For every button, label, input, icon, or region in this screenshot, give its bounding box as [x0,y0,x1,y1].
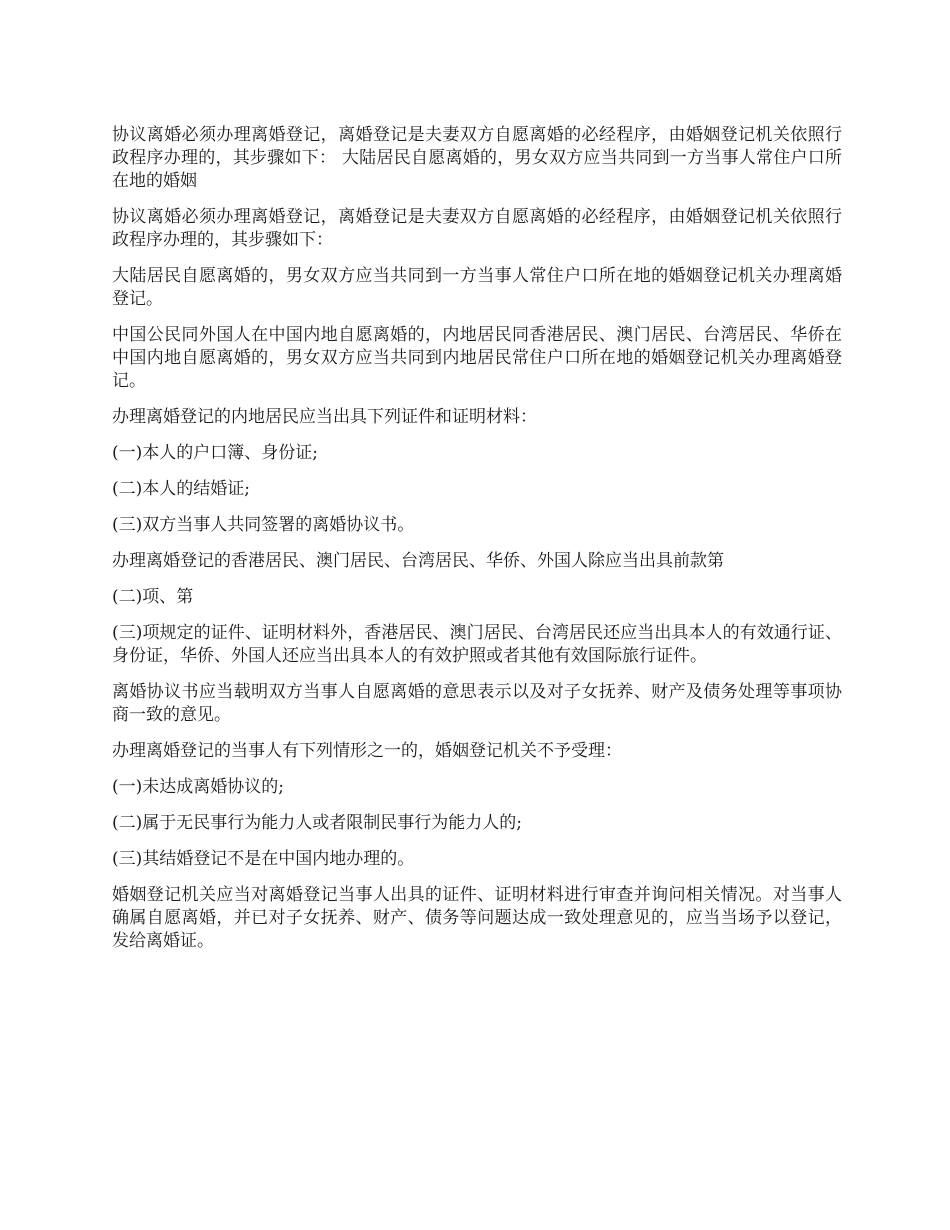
list-item-no-agreement: (一)未达成离婚协议的; [112,777,284,797]
paragraph-item-two-ref: (二)项、第 [112,587,194,607]
paragraph-intro-summary: 协议离婚必须办理离婚登记，离婚登记是夫妻双方自愿离婚的必经程序，由婚姻登记机关依照行政程序办理的，其步骤如下： 大陆居民自愿离婚的，男女双方应当共同到一方当事人常住户口所在地的婚姻 [112,125,842,191]
paragraph-review-and-issue: 婚姻登记机关应当对离婚登记当事人出具的证件、证明材料进行审查并询问相关情况。对当事人确属自愿离婚，并已对子女抚养、财产、债务等问题达成一致处理意见的，应当当场予以登记，发给离婚证。 [112,885,842,951]
document-body [112,124,842,966]
paragraph-overseas-documents: 办理离婚登记的香港居民、澳门居民、台湾居民、华侨、外国人除应当出具前款第 [112,551,724,571]
paragraph-foreign-residents: 中国公民同外国人在中国内地自愿离婚的，内地居民同香港居民、澳门居民、台湾居民、华侨在中国内地自愿离婚的，男女双方应当共同到内地居民常住户口所在地的婚姻登记机关办理离婚登记。 [112,325,842,391]
list-item-capacity: (二)属于无民事行为能力人或者限制民事行为能力人的; [112,813,522,833]
paragraph-item-three-ref: (三)项规定的证件、证明材料外，香港居民、澳门居民、台湾居民还应当出具本人的有效通行证、身份证，华侨、外国人还应当出具本人的有效护照或者其他有效国际旅行证件。 [112,623,842,666]
paragraph-not-accepted: 办理离婚登记的当事人有下列情形之一的，婚姻登记机关不予受理： [112,741,622,761]
paragraph-mainland-residents: 大陆居民自愿离婚的，男女双方应当共同到一方当事人常住户口所在地的婚姻登记机关办理离婚登记。 [112,266,842,309]
paragraph-intro: 协议离婚必须办理离婚登记，离婚登记是夫妻双方自愿离婚的必经程序，由婚姻登记机关依照行政程序办理的，其步骤如下： [112,207,842,250]
list-item-registration-place: (三)其结婚登记不是在中国内地办理的。 [112,849,415,869]
list-item-household-register: (一)本人的户口簿、身份证; [112,443,318,463]
paragraph-agreement-content: 离婚协议书应当载明双方当事人自愿离婚的意思表示以及对子女抚养、财产及债务处理等事项协商一致的意见。 [112,682,842,725]
list-item-marriage-certificate: (二)本人的结婚证; [112,479,250,499]
list-item-divorce-agreement: (三)双方当事人共同签署的离婚协议书。 [112,515,415,535]
paragraph-required-documents: 办理离婚登记的内地居民应当出具下列证件和证明材料： [112,407,537,427]
